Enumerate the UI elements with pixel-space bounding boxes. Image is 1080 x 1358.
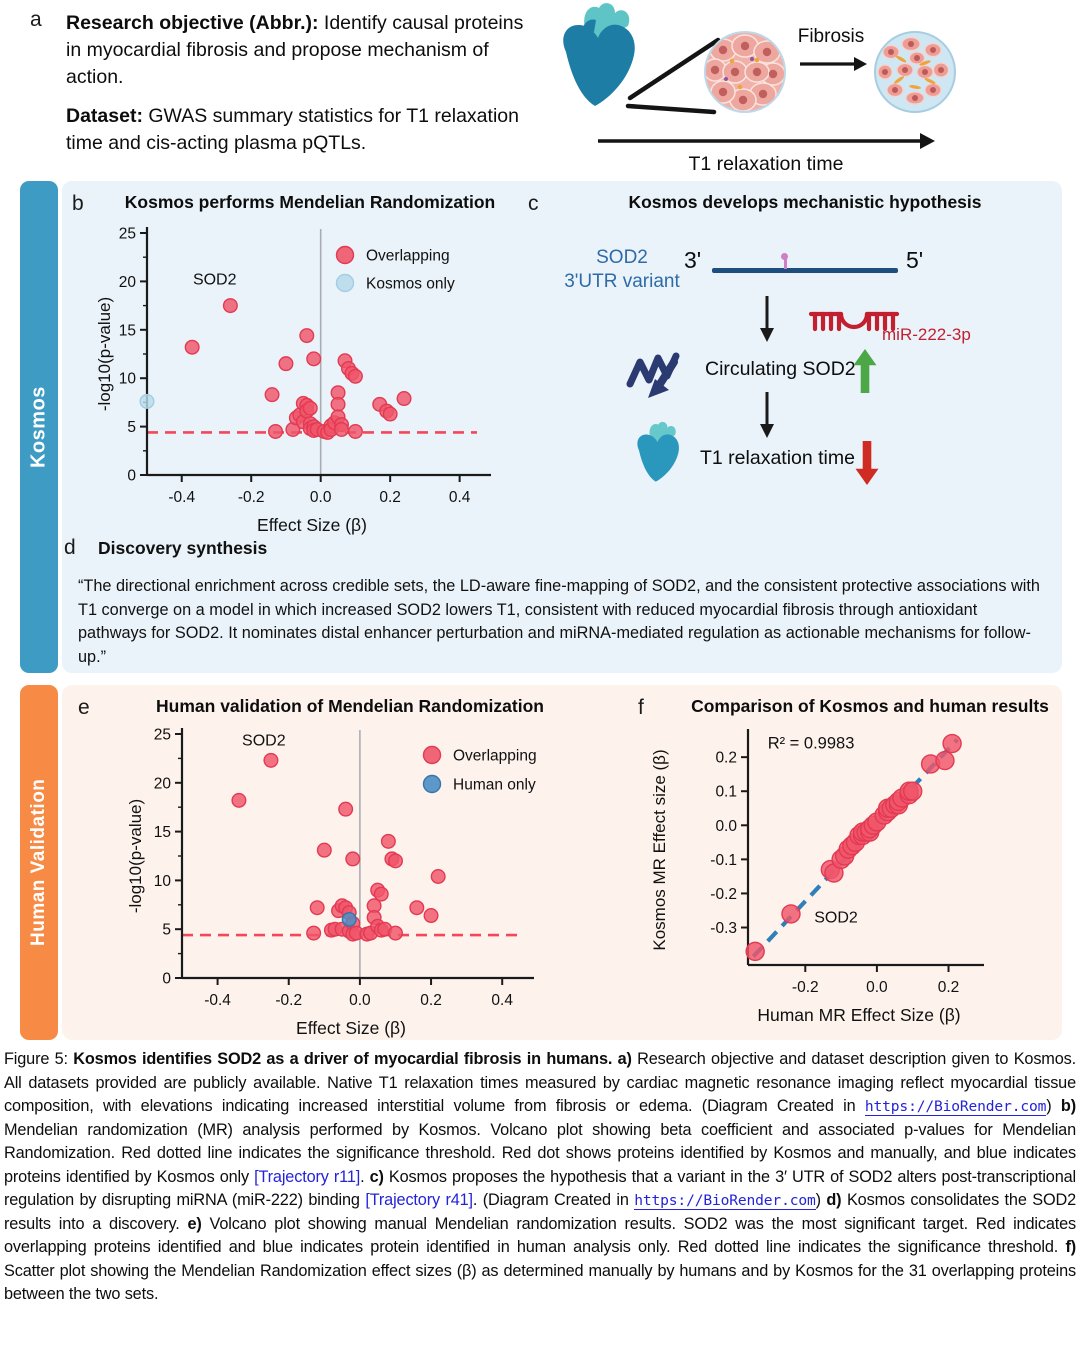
research-objective-lead: Research objective (Abbr.): — [66, 12, 319, 34]
svg-text:-0.2: -0.2 — [791, 979, 819, 996]
caption-text: . — [360, 1167, 370, 1186]
caption-text: f) — [1065, 1238, 1076, 1256]
research-objective-body: Identify causal proteins in myocardial fibrosis and propose mechanism of action. — [66, 12, 524, 88]
caption-text: Kosmos identifies SOD2 as a driver of myocardial fibrosis in humans. a) — [73, 1050, 632, 1068]
panel-c-label: c — [528, 192, 539, 215]
svg-text:5: 5 — [162, 921, 171, 939]
caption-text: e) — [187, 1214, 202, 1233]
caption-text: ) — [815, 1191, 827, 1209]
svg-text:0.0: 0.0 — [309, 489, 332, 506]
dataset-text — [66, 103, 538, 157]
svg-text:-0.4: -0.4 — [168, 489, 196, 506]
t1-relaxation-label: T1 relaxation time — [700, 447, 855, 469]
down-arrow-red-icon — [855, 441, 879, 485]
caption-text: Kosmos consolidates the SOD2 results into a discovery. — [4, 1191, 1076, 1233]
svg-text:-0.4: -0.4 — [204, 992, 231, 1009]
svg-text:0.1: 0.1 — [715, 783, 737, 801]
svg-text:Overlapping: Overlapping — [366, 247, 450, 265]
panel-b-title: Kosmos performs Mendelian Randomization — [124, 192, 496, 212]
panel-f-title: Comparison of Kosmos and human results — [691, 696, 1049, 716]
svg-text:-0.2: -0.2 — [237, 489, 265, 506]
svg-text:25: 25 — [153, 726, 171, 744]
heart-small-icon — [626, 420, 688, 484]
comparison-scatter-chart — [650, 717, 1036, 1048]
svg-text:Kosmos MR Effect size (β): Kosmos MR Effect size (β) — [650, 749, 669, 951]
protein-icon — [622, 340, 698, 402]
caption-text: b) — [1060, 1097, 1076, 1115]
mirna-label: miR-222-3p — [882, 325, 971, 344]
dataset-lead: Dataset: — [66, 105, 143, 127]
svg-text:5: 5 — [127, 419, 136, 437]
five-prime-label: 5' — [906, 247, 924, 273]
svg-text:0.0: 0.0 — [715, 817, 737, 835]
svg-text:20: 20 — [153, 775, 171, 793]
tissue-normal-icon — [704, 31, 786, 113]
t1-axis-label: T1 relaxation time — [688, 153, 844, 175]
svg-text:-log10(p-value): -log10(p-value) — [95, 296, 114, 412]
svg-text:0.2: 0.2 — [379, 489, 401, 506]
up-arrow-green-icon — [853, 349, 877, 393]
gene-name: SOD2 — [596, 247, 648, 268]
down-arrow-icon — [757, 392, 777, 438]
svg-text:SOD2: SOD2 — [242, 732, 286, 750]
circulating-sod2-label: Circulating SOD2 — [705, 358, 856, 380]
caption-link[interactable]: https://BioRender.com — [634, 1192, 816, 1209]
svg-text:-0.2: -0.2 — [275, 992, 303, 1009]
research-objective-text — [66, 10, 538, 91]
svg-text:15: 15 — [153, 824, 171, 842]
panel-b-label: b — [72, 192, 84, 215]
panel-a-label: a — [30, 8, 42, 31]
svg-text:20: 20 — [118, 273, 136, 291]
panel-e-label: e — [78, 696, 90, 719]
caption-text: Volcano plot showing manual Mendelian randomization results. SOD2 was the most significant target. Red indicates overlapping proteins identified and blue indicates protein identified in human analysis only. Red dotted line indicates the significance threshold. — [4, 1214, 1076, 1256]
svg-text:-0.3: -0.3 — [710, 920, 737, 938]
svg-text:-log10(p-value): -log10(p-value) — [126, 798, 145, 914]
svg-text:0.2: 0.2 — [937, 979, 960, 996]
svg-text:0.4: 0.4 — [448, 489, 471, 506]
caption-text: c) — [369, 1167, 384, 1186]
panel-c-title: Kosmos develops mechanistic hypothesis — [628, 192, 982, 212]
svg-text:0.4: 0.4 — [491, 992, 513, 1009]
down-arrow-icon — [757, 296, 777, 342]
svg-text:25: 25 — [118, 225, 136, 243]
caption-link[interactable]: [Trajectory r41] — [365, 1191, 473, 1209]
svg-text:Kosmos only: Kosmos only — [366, 275, 455, 293]
caption-text: Figure 5: — [4, 1050, 74, 1068]
svg-text:0.0: 0.0 — [866, 979, 888, 996]
svg-text:Effect Size (β): Effect Size (β) — [257, 515, 367, 535]
variant-lollipop-stem — [784, 258, 787, 269]
fibrosis-label: Fibrosis — [797, 26, 865, 47]
caption-link[interactable]: [Trajectory r11] — [254, 1167, 361, 1186]
timeline-arrow-icon — [598, 133, 935, 149]
svg-text:Human only: Human only — [453, 776, 536, 794]
caption-text: Scatter plot showing the Mendelian Randomization effect sizes (β) as determined manually by humans and by Kosmos for the 31 overlapping proteins between the two sets. — [4, 1261, 1076, 1303]
svg-text:0.0: 0.0 — [349, 992, 371, 1009]
svg-text:0: 0 — [162, 970, 171, 988]
caption-text: Research objective and dataset description given to Kosmos. All datasets provided are publicly available. Native T1 relaxation times measured by cardiac magnetic resonance imaging reflect myocardial tissue composition, with elevations indicating increased interstitial volume from fibrosis or edema. (Diagram Created in — [4, 1050, 1076, 1115]
panel-f-label: f — [638, 696, 644, 719]
svg-text:15: 15 — [118, 322, 136, 340]
svg-text:Human MR Effect Size (β): Human MR Effect Size (β) — [757, 1005, 961, 1025]
svg-text:Overlapping: Overlapping — [453, 747, 537, 765]
svg-text:R² = 0.9983: R² = 0.9983 — [767, 734, 855, 753]
fibrosis-arrow-icon — [800, 57, 867, 71]
tissue-fibrotic-icon — [875, 32, 955, 112]
panel-e-title: Human validation of Mendelian Randomization — [156, 696, 544, 716]
svg-text:0.2: 0.2 — [420, 992, 442, 1009]
svg-text:10: 10 — [118, 370, 136, 388]
caption-text: d) — [826, 1191, 842, 1209]
volcano-kosmos-chart — [95, 215, 527, 535]
caption-text: Mendelian randomization (MR) analysis performed by Kosmos. Volcano plot showing beta coefficient and associated p-values for Mendelian Randomization. Red dotted line indicates the significance threshold. Red dot shows proteins identified by Kosmos and manually, and blue indicates proteins identified by Kosmos only — [4, 1120, 1076, 1186]
svg-text:SOD2: SOD2 — [192, 271, 237, 289]
svg-text:0: 0 — [127, 467, 136, 485]
caption-text: . (Diagram Created in — [472, 1191, 635, 1209]
fibrosis-diagram — [548, 0, 1080, 178]
kosmos-sidebar: Kosmos — [20, 181, 58, 673]
discovery-synthesis-quote: “The directional enrichment across credible sets, the LD-aware fine-mapping of SOD2, and the consistent protective associations with T1 converge on a model in which increased SOD2 lowers T1, consistent with reduced myocardial fibrosis through antioxidant pathways for SOD2. It nominates distal enhancer perturbation and miRNA-mediated regulation as actionable mechanisms for follow-up.” — [78, 577, 1040, 666]
gene-variant-label — [558, 246, 686, 294]
svg-text:0.2: 0.2 — [715, 749, 737, 767]
figure-caption — [4, 1048, 1076, 1307]
panel-d-title: Discovery synthesis — [98, 538, 268, 558]
heart-icon — [563, 3, 635, 106]
three-prime-label: 3' — [684, 247, 702, 273]
dataset-body: GWAS summary statistics for T1 relaxation time and cis-acting plasma pQTLs. — [66, 105, 519, 154]
gene-variant-type: 3'UTR variant — [564, 271, 680, 292]
panel-d-label: d — [64, 536, 76, 559]
svg-text:SOD2: SOD2 — [814, 909, 858, 927]
utr-bar — [712, 268, 898, 273]
svg-text:Effect Size (β): Effect Size (β) — [296, 1018, 406, 1038]
human-validation-sidebar: Human Validation — [20, 685, 58, 1040]
volcano-human-chart — [126, 716, 578, 1037]
svg-text:10: 10 — [153, 872, 171, 890]
caption-text: Kosmos proposes the hypothesis that a variant in the 3′ UTR of SOD2 alters post-transcriptional regulation by disrupting miRNA (miR-222) binding — [4, 1167, 1076, 1209]
caption-link[interactable]: https://BioRender.com — [864, 1098, 1047, 1115]
caption-text: ) — [1046, 1097, 1061, 1115]
svg-text:-0.2: -0.2 — [710, 885, 737, 903]
svg-text:-0.1: -0.1 — [710, 851, 737, 869]
